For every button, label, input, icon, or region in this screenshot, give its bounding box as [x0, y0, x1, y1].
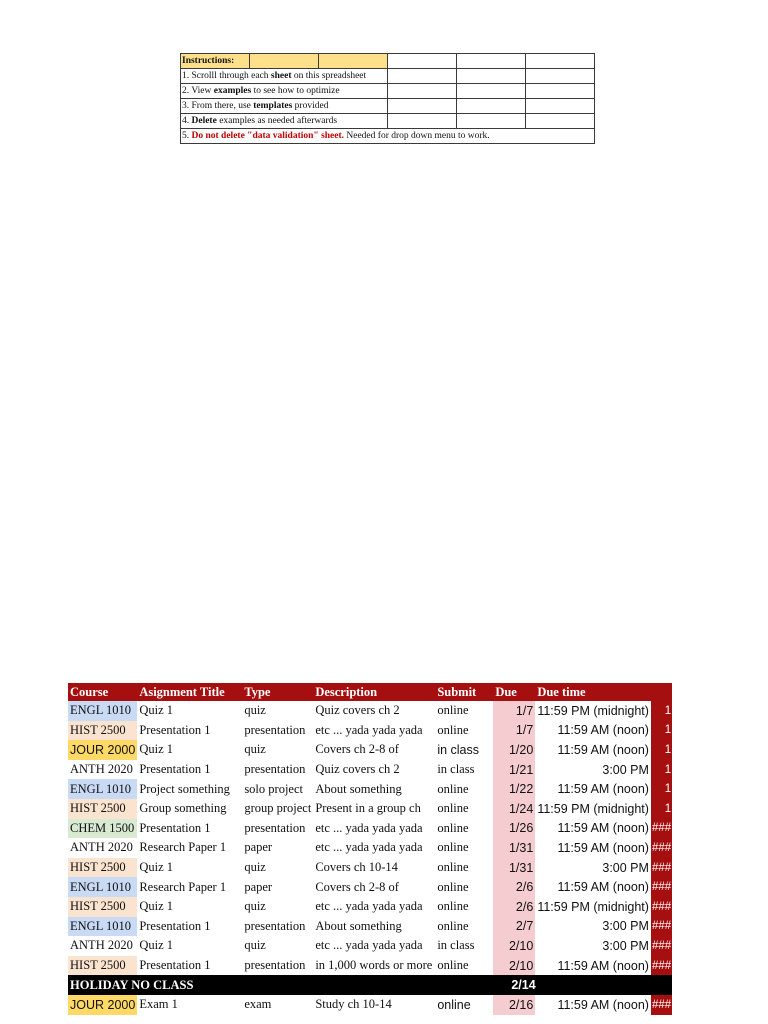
overflow-cell[interactable]: 1 — [651, 701, 672, 721]
description-cell[interactable]: About something — [315, 918, 402, 933]
course-cell[interactable]: JOUR 2000 — [68, 995, 137, 1015]
overflow-cell[interactable]: ### — [651, 838, 672, 858]
instruction-text: View — [191, 86, 214, 96]
assignment-title-cell[interactable]: Exam 1 — [139, 997, 178, 1012]
overflow-cell[interactable]: ### — [651, 819, 672, 839]
assignment-title-cell[interactable]: Presentation 1 — [139, 722, 211, 737]
instruction-number: 4. — [182, 116, 192, 126]
empty-cell[interactable] — [526, 84, 595, 99]
instruction-warning-text: Do not delete "data validation" sheet. — [191, 131, 345, 141]
description-cell[interactable]: Quiz covers ch 2 — [315, 703, 400, 718]
submit-cell[interactable]: online — [437, 703, 469, 718]
overflow-cell[interactable]: ### — [651, 897, 672, 917]
description-cell[interactable]: Covers ch 10-14 — [315, 860, 398, 875]
submit-cell[interactable]: in class — [437, 742, 479, 757]
overflow-cell[interactable]: 1 — [651, 721, 672, 741]
assignment-row — [68, 779, 672, 799]
submit-cell[interactable]: online — [437, 879, 469, 894]
instruction-text: on this spreadsheet — [291, 71, 367, 81]
description-cell[interactable]: About something — [315, 781, 402, 796]
instruction-text: provided — [292, 101, 329, 111]
submit-cell[interactable]: online — [437, 860, 469, 875]
type-cell[interactable]: presentation — [244, 762, 306, 777]
empty-cell[interactable] — [457, 84, 526, 99]
description-cell[interactable]: Quiz covers ch 2 — [315, 762, 400, 777]
assignment-row — [68, 877, 672, 897]
description-cell[interactable]: in 1,000 words or more — [315, 958, 433, 973]
assignment-row — [68, 956, 672, 976]
submit-cell[interactable]: online — [437, 918, 469, 933]
course-cell[interactable]: JOUR 2000 — [68, 740, 137, 760]
assignment-title-cell[interactable]: Quiz 1 — [139, 860, 173, 875]
due-time-cell[interactable]: 11:59 PM (midnight) — [537, 899, 649, 914]
due-time-cell[interactable]: 11:59 AM (noon) — [557, 880, 649, 895]
type-cell[interactable]: paper — [244, 879, 273, 894]
assignment-title-cell[interactable]: Presentation 1 — [139, 820, 211, 835]
empty-cell[interactable] — [526, 69, 595, 84]
due-time-cell[interactable]: 11:59 PM (midnight) — [537, 703, 649, 718]
type-cell[interactable]: presentation — [244, 958, 306, 973]
description-cell[interactable]: etc ... yada yada yada — [315, 722, 423, 737]
instruction-text: Needed for drop down menu to work. — [344, 131, 490, 141]
empty-cell[interactable] — [457, 69, 526, 84]
assignment-title-cell[interactable]: Quiz 1 — [139, 703, 173, 718]
instruction-text: Scrolll through each — [191, 71, 271, 81]
instruction-cell[interactable] — [181, 99, 388, 114]
holiday-due-date[interactable]: 2/14 — [493, 975, 672, 995]
due-time-cell[interactable]: 3:00 PM — [602, 919, 649, 934]
instructions-header-cell[interactable]: Instructions: — [181, 54, 250, 69]
course-cell[interactable]: HIST 2500 — [68, 721, 137, 741]
course-cell[interactable]: HIST 2500 — [68, 799, 137, 819]
overflow-cell[interactable]: 1 — [651, 799, 672, 819]
due-time-cell[interactable]: 3:00 PM — [602, 938, 649, 953]
course-cell[interactable]: CHEM 1500 — [68, 819, 137, 839]
due-date-cell[interactable]: 1/7 — [493, 701, 535, 721]
submit-cell[interactable]: online — [437, 801, 469, 816]
empty-cell[interactable] — [250, 54, 319, 69]
due-time-cell[interactable]: 11:59 AM (noon) — [557, 840, 649, 855]
overflow-cell[interactable]: 1 — [651, 760, 672, 780]
overflow-cell[interactable]: ### — [651, 995, 672, 1015]
header-due-time[interactable]: Due time — [535, 683, 651, 701]
empty-cell[interactable] — [388, 114, 457, 129]
type-cell[interactable]: presentation — [244, 722, 306, 737]
overflow-cell[interactable]: ### — [651, 917, 672, 937]
due-time-cell[interactable]: 11:59 AM (noon) — [557, 821, 649, 836]
type-cell[interactable]: quiz — [244, 860, 266, 875]
instruction-bold-text: sheet — [270, 71, 292, 81]
due-time-cell[interactable]: 11:59 AM (noon) — [557, 958, 649, 973]
instruction-bold-text: templates — [253, 101, 293, 111]
holiday-row — [68, 975, 672, 995]
course-cell[interactable]: ANTH 2020 — [68, 936, 137, 956]
empty-cell[interactable] — [319, 54, 388, 69]
submit-cell[interactable]: online — [437, 958, 469, 973]
due-date-cell[interactable]: 1/7 — [493, 721, 535, 741]
course-cell[interactable]: HIST 2500 — [68, 897, 137, 917]
assignment-title-cell[interactable]: Quiz 1 — [139, 742, 173, 757]
type-cell[interactable]: quiz — [244, 703, 266, 718]
instructions-header-row — [181, 54, 595, 69]
due-time-cell[interactable]: 3:00 PM — [602, 762, 649, 777]
assignment-row — [68, 760, 672, 780]
header-extra[interactable] — [651, 683, 672, 701]
assignment-title-cell[interactable]: Presentation 1 — [139, 958, 211, 973]
due-date-cell[interactable]: 2/10 — [493, 956, 535, 976]
instruction-number: 1. — [182, 71, 192, 81]
assignment-row — [68, 995, 672, 1015]
due-date-cell[interactable]: 1/20 — [493, 740, 535, 760]
assignment-title-cell[interactable]: Project something — [139, 781, 230, 796]
submit-cell[interactable]: in class — [437, 938, 475, 953]
assignment-title-cell[interactable]: Presentation 1 — [139, 762, 211, 777]
assignment-title-cell[interactable]: Research Paper 1 — [139, 840, 227, 855]
description-cell[interactable]: Covers ch 2-8 of — [315, 742, 399, 757]
instruction-text: to see how to optimize — [251, 86, 340, 96]
due-time-cell[interactable]: 11:59 AM (noon) — [557, 742, 649, 757]
description-cell[interactable]: Present in a group ch — [315, 801, 421, 816]
assignment-row — [68, 799, 672, 819]
due-date-cell[interactable]: 2/10 — [493, 936, 535, 956]
empty-cell[interactable] — [526, 114, 595, 129]
assignment-row — [68, 721, 672, 741]
type-cell[interactable]: paper — [244, 840, 273, 855]
due-time-cell[interactable]: 11:59 AM (noon) — [557, 782, 649, 797]
submit-cell[interactable]: online — [437, 781, 469, 796]
empty-cell[interactable] — [457, 99, 526, 114]
type-cell[interactable]: group project — [244, 801, 312, 816]
empty-cell[interactable] — [526, 99, 595, 114]
empty-cell[interactable] — [457, 114, 526, 129]
header-type[interactable]: Type — [242, 683, 313, 701]
assignment-title-cell[interactable]: Quiz 1 — [139, 899, 173, 914]
instruction-row — [181, 69, 595, 84]
assignment-title-cell[interactable]: Research Paper 1 — [139, 879, 227, 894]
due-date-cell[interactable]: 1/31 — [493, 858, 535, 878]
empty-cell[interactable] — [388, 54, 457, 69]
course-cell[interactable]: ENGL 1010 — [68, 779, 137, 799]
assignment-row — [68, 701, 672, 721]
course-cell[interactable]: ENGL 1010 — [68, 701, 137, 721]
instruction-text: From there, use — [191, 101, 254, 111]
due-date-cell[interactable]: 1/31 — [493, 838, 535, 858]
header-submit[interactable]: Submit — [435, 683, 493, 701]
overflow-cell[interactable]: 1 — [651, 779, 672, 799]
due-date-cell[interactable]: 2/6 — [493, 897, 535, 917]
empty-cell[interactable] — [526, 54, 595, 69]
course-cell[interactable]: ENGL 1010 — [68, 877, 137, 897]
type-cell[interactable]: quiz — [244, 899, 266, 914]
type-cell[interactable]: quiz — [244, 742, 266, 757]
empty-cell[interactable] — [457, 54, 526, 69]
due-time-cell[interactable]: 11:59 PM (midnight) — [537, 801, 649, 816]
header-due[interactable]: Due — [493, 683, 535, 701]
assignment-title-cell[interactable]: Group something — [139, 801, 227, 816]
header-course[interactable]: Course — [68, 683, 137, 701]
submit-cell[interactable]: online — [437, 840, 469, 855]
assignments-table — [68, 683, 672, 1015]
instruction-row — [181, 129, 595, 144]
due-date-cell[interactable]: 2/7 — [493, 917, 535, 937]
submit-cell[interactable]: in class — [437, 762, 475, 777]
due-date-cell[interactable]: 1/22 — [493, 779, 535, 799]
course-cell[interactable]: ANTH 2020 — [68, 838, 137, 858]
submit-cell[interactable]: online — [437, 997, 471, 1012]
due-date-cell[interactable]: 1/24 — [493, 799, 535, 819]
instruction-cell[interactable] — [181, 84, 388, 99]
overflow-cell[interactable]: ### — [651, 936, 672, 956]
overflow-cell[interactable]: ### — [651, 877, 672, 897]
instruction-cell[interactable] — [181, 129, 595, 144]
description-cell[interactable]: etc ... yada yada yada — [315, 938, 423, 953]
assignment-title-cell[interactable]: Presentation 1 — [139, 918, 211, 933]
header-row — [68, 683, 672, 701]
submit-cell[interactable]: online — [437, 899, 469, 914]
assignment-row — [68, 858, 672, 878]
assignment-row — [68, 936, 672, 956]
instruction-bold-text: examples — [213, 86, 252, 96]
type-cell[interactable]: presentation — [244, 918, 306, 933]
due-date-cell[interactable]: 1/21 — [493, 760, 535, 780]
instruction-row — [181, 114, 595, 129]
submit-cell[interactable]: online — [437, 722, 469, 737]
instructions-table — [180, 53, 595, 144]
type-cell[interactable]: solo project — [244, 781, 303, 796]
due-time-cell[interactable]: 11:59 AM (noon) — [557, 997, 649, 1012]
assignment-row — [68, 838, 672, 858]
instruction-text: examples as needed afterwards — [216, 116, 338, 126]
course-cell[interactable]: ENGL 1010 — [68, 917, 137, 937]
instruction-bold-text: Delete — [191, 116, 217, 126]
due-date-cell[interactable]: 2/6 — [493, 877, 535, 897]
course-cell[interactable]: ANTH 2020 — [68, 760, 137, 780]
assignment-row — [68, 740, 672, 760]
description-cell[interactable]: Covers ch 2-8 of — [315, 879, 399, 894]
submit-cell[interactable]: online — [437, 820, 469, 835]
instruction-row — [181, 99, 595, 114]
description-cell[interactable]: etc ... yada yada yada — [315, 840, 423, 855]
due-time-cell[interactable]: 11:59 AM (noon) — [557, 723, 649, 738]
overflow-cell[interactable]: ### — [651, 956, 672, 976]
overflow-cell[interactable]: 1 — [651, 740, 672, 760]
instruction-cell[interactable] — [181, 69, 388, 84]
assignment-row — [68, 917, 672, 937]
description-cell[interactable]: etc ... yada yada yada — [315, 820, 423, 835]
course-cell[interactable]: HIST 2500 — [68, 956, 137, 976]
instruction-number: 3. — [182, 101, 192, 111]
holiday-label[interactable]: HOLIDAY NO CLASS — [68, 975, 493, 995]
due-date-cell[interactable]: 2/16 — [493, 995, 535, 1015]
type-cell[interactable]: exam — [244, 997, 272, 1012]
description-cell[interactable]: etc ... yada yada yada — [315, 899, 423, 914]
empty-cell[interactable] — [388, 69, 457, 84]
overflow-cell[interactable]: ### — [651, 858, 672, 878]
due-time-cell[interactable]: 3:00 PM — [602, 860, 649, 875]
assignment-row — [68, 819, 672, 839]
empty-cell[interactable] — [388, 99, 457, 114]
description-cell[interactable]: Study ch 10-14 — [315, 997, 392, 1012]
assignment-row — [68, 897, 672, 917]
course-cell[interactable]: HIST 2500 — [68, 858, 137, 878]
assignment-title-cell[interactable]: Quiz 1 — [139, 938, 173, 953]
type-cell[interactable]: quiz — [244, 938, 266, 953]
instruction-number: 2. — [182, 86, 192, 96]
type-cell[interactable]: presentation — [244, 820, 306, 835]
instruction-row — [181, 84, 595, 99]
due-date-cell[interactable]: 1/26 — [493, 819, 535, 839]
empty-cell[interactable] — [388, 84, 457, 99]
instruction-cell[interactable] — [181, 114, 388, 129]
header-description[interactable]: Description — [313, 683, 435, 701]
instruction-number: 5. — [182, 131, 192, 141]
header-assignment-title[interactable]: Asignment Title — [137, 683, 242, 701]
